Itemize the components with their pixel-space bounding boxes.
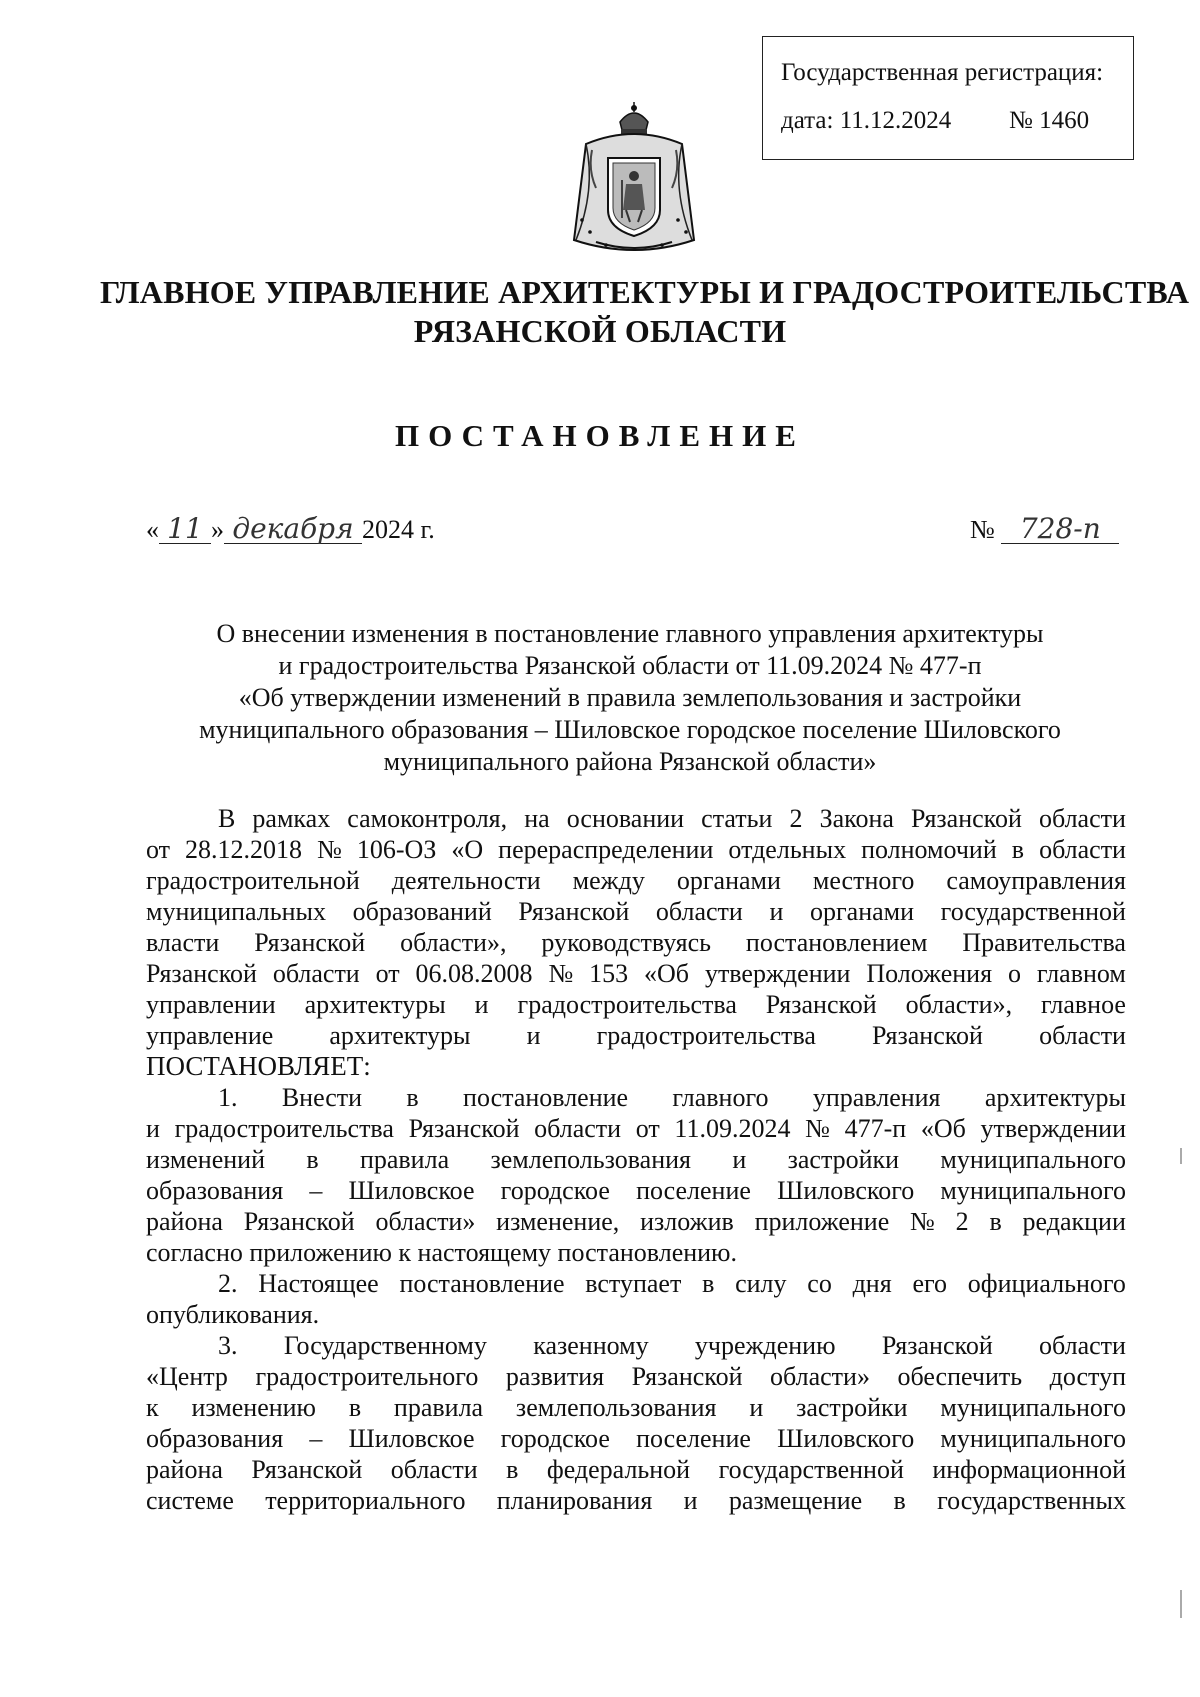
word: деятельности — [391, 866, 541, 895]
registration-title: Государственная регистрация: — [781, 59, 1104, 86]
word: застройки — [796, 1393, 908, 1422]
document-number — [970, 512, 1119, 545]
word: архитектуры — [304, 990, 446, 1019]
word: к — [146, 1393, 159, 1422]
margin-mark — [1180, 1590, 1182, 1618]
preamble-line — [146, 834, 1126, 865]
word: казенному — [533, 1331, 649, 1360]
date-day: 11 — [167, 512, 203, 545]
word: утверждении — [704, 959, 851, 988]
document-type: ПОСТАНОВЛЕНИЕ — [395, 418, 805, 453]
word: муниципального — [940, 1176, 1126, 1205]
document-date — [146, 512, 435, 545]
date-day-field — [159, 512, 211, 545]
word: Рязанской — [251, 1455, 363, 1484]
item3-line — [146, 1361, 1126, 1392]
word: области — [1039, 835, 1126, 864]
word: государственной — [940, 897, 1126, 926]
word: городское — [500, 1176, 610, 1205]
word: официального — [967, 1269, 1126, 1298]
subject-line: О внесении изменения в постановление главного управления архитектуры — [216, 619, 1044, 648]
word: Внести — [281, 1083, 363, 1112]
word: основании — [566, 804, 685, 833]
word: 153 — [589, 959, 629, 988]
word: между — [572, 866, 645, 895]
word: полномочий — [861, 835, 997, 864]
word: архитектуры — [329, 1021, 471, 1050]
word: Рязанской — [518, 897, 630, 926]
word: района — [146, 1207, 223, 1236]
word: поселение — [636, 1424, 751, 1453]
word: поселение — [636, 1176, 751, 1205]
word: Государственному — [283, 1331, 487, 1360]
word: от — [375, 959, 400, 988]
margin-mark — [1180, 1148, 1182, 1164]
word: муниципального — [940, 1145, 1126, 1174]
word: постановление — [399, 1269, 565, 1298]
registration-number: № 1460 — [1009, 107, 1090, 134]
item1-line — [146, 1082, 1126, 1113]
registration-date: дата: 11.12.2024 — [781, 107, 952, 134]
word: градостроительства — [596, 1021, 816, 1050]
word: землепользования — [490, 1145, 692, 1174]
word: постановление — [463, 1083, 629, 1112]
word: области — [272, 959, 360, 988]
word: муниципальных — [146, 897, 327, 926]
preamble-line — [146, 865, 1126, 896]
item3-line — [146, 1454, 1126, 1485]
word: от — [146, 835, 171, 864]
word: области», — [905, 990, 1013, 1019]
word: № — [317, 835, 342, 864]
word: статьи — [701, 804, 773, 833]
word: градостроительного — [255, 1362, 479, 1391]
word: Рязанской — [631, 1362, 743, 1391]
document-body — [146, 803, 1126, 1516]
word: главное — [1041, 990, 1126, 1019]
word: планирования — [496, 1486, 653, 1515]
quote-open: « — [146, 515, 159, 544]
decree-word: ПОСТАНОВЛЯЕТ: — [146, 1051, 371, 1081]
word: – — [309, 1424, 323, 1453]
preamble-line — [146, 803, 1126, 834]
subject-line: и градостроительства Рязанской области от 11.09.2024 № 477-п — [278, 651, 982, 680]
word: государственной — [718, 1455, 904, 1484]
item1-line — [146, 1175, 1126, 1206]
word: его — [912, 1269, 947, 1298]
word: со — [807, 1269, 832, 1298]
word: и — [749, 1393, 764, 1422]
word: Рязанской — [254, 928, 366, 957]
word: рамках — [252, 804, 331, 833]
word: доступ — [1049, 1362, 1126, 1391]
word: размещение — [728, 1486, 863, 1515]
word: изложив — [640, 1207, 734, 1236]
word: Шиловского — [777, 1424, 915, 1453]
word: Рязанской — [765, 990, 877, 1019]
coat-of-arms-icon — [566, 100, 702, 262]
word: градостроительной — [146, 866, 360, 895]
word: изменений — [146, 1145, 266, 1174]
document-subject — [140, 618, 1120, 778]
registration-stamp — [762, 36, 1134, 160]
word: 1. — [218, 1083, 238, 1112]
word: Шиловское — [348, 1176, 475, 1205]
word: в — [1011, 835, 1025, 864]
word: дня — [852, 1269, 892, 1298]
word: 2 — [955, 1207, 969, 1236]
quote-close: » — [211, 515, 224, 544]
word: федеральной — [546, 1455, 691, 1484]
word: государственных — [937, 1486, 1126, 1515]
word: области», — [400, 928, 507, 957]
word: органами — [810, 897, 915, 926]
item3-line — [146, 1392, 1126, 1423]
word: изменению — [191, 1393, 316, 1422]
word: и — [146, 1114, 160, 1143]
preamble-line — [146, 958, 1126, 989]
word: Правительства — [962, 928, 1126, 957]
word: Шиловского — [777, 1176, 915, 1205]
word: в — [406, 1083, 419, 1112]
item3-line — [146, 1330, 1126, 1361]
word: и — [732, 1145, 747, 1174]
preamble-line — [146, 1020, 1126, 1051]
word: «Об — [644, 959, 690, 988]
word: в — [989, 1207, 1002, 1236]
preamble-line — [146, 989, 1126, 1020]
word: в — [893, 1486, 906, 1515]
word: развития — [505, 1362, 605, 1391]
number-sign: № — [970, 515, 995, 544]
word: муниципального — [940, 1424, 1126, 1453]
word: информационной — [932, 1455, 1126, 1484]
word: местного — [812, 866, 915, 895]
word: Шиловское — [348, 1424, 475, 1453]
word: образования — [146, 1176, 284, 1205]
word: области — [390, 1455, 478, 1484]
number-value: 728-п — [1019, 512, 1101, 545]
word: Рязанской — [872, 1021, 983, 1050]
word: 2. — [218, 1269, 238, 1298]
word: 106-ОЗ — [356, 835, 437, 864]
word: района — [146, 1455, 223, 1484]
item2-line: опубликования. — [146, 1300, 320, 1329]
word: области — [1039, 1021, 1126, 1050]
item2-line — [146, 1268, 1126, 1299]
word: № — [805, 1114, 830, 1143]
word: 11.09.2024 — [674, 1114, 791, 1143]
word: застройки — [787, 1145, 900, 1174]
word: вступает — [585, 1269, 682, 1298]
item1-line — [146, 1144, 1126, 1175]
word: «О — [451, 835, 484, 864]
word: территориального — [265, 1486, 466, 1515]
word: области» — [770, 1362, 870, 1391]
word: управления — [812, 1083, 941, 1112]
word: в — [702, 1269, 715, 1298]
org-name-line1: ГЛАВНОЕ УПРАВЛЕНИЕ АРХИТЕКТУРЫ И ГРАДОСТРОИТЕЛЬСТВА — [100, 274, 1190, 310]
word: области — [1039, 1331, 1126, 1360]
word: власти — [146, 928, 220, 957]
word: руководствуясь — [541, 928, 711, 957]
item1-line — [146, 1206, 1126, 1237]
word: 477-п — [844, 1114, 907, 1143]
word: в — [348, 1393, 362, 1422]
word: архитектуры — [984, 1083, 1126, 1112]
word: 2 — [789, 804, 803, 833]
word: о — [1007, 959, 1021, 988]
word: правила — [359, 1145, 450, 1174]
word: и — [769, 897, 784, 926]
word: образования — [146, 1424, 284, 1453]
word: и — [474, 990, 489, 1019]
subject-line: «Об утверждении изменений в правила землепользования и застройки — [238, 683, 1022, 712]
word: области — [534, 1114, 622, 1143]
word: В — [218, 804, 236, 833]
word: в — [506, 1455, 519, 1484]
word: Настоящее — [258, 1269, 379, 1298]
item3-line — [146, 1485, 1126, 1516]
word: изменение, — [496, 1207, 620, 1236]
word: Закона — [819, 804, 894, 833]
word: перераспределении — [498, 835, 714, 864]
word: на — [524, 804, 550, 833]
subject-line: муниципального района Рязанской области» — [383, 747, 877, 776]
date-year: 2024 г. — [362, 515, 435, 544]
word: Рязанской — [881, 1331, 993, 1360]
word: области — [1038, 804, 1126, 833]
word: градостроительства — [517, 990, 737, 1019]
subject-line: муниципального образования – Шиловское городское поселение Шиловского — [199, 715, 1061, 744]
word: землепользования — [515, 1393, 717, 1422]
word: органами — [676, 866, 781, 895]
word: утверждении — [980, 1114, 1126, 1143]
word: в — [306, 1145, 319, 1174]
number-field — [1001, 512, 1119, 545]
word: от — [635, 1114, 660, 1143]
word: – — [309, 1176, 323, 1205]
item1-line — [146, 1113, 1126, 1144]
date-month-field — [224, 512, 362, 545]
word: отдельных — [728, 835, 847, 864]
word: главного — [672, 1083, 769, 1112]
word: образований — [352, 897, 492, 926]
word: области» — [375, 1207, 476, 1236]
word: Рязанской — [910, 804, 1022, 833]
word: городское — [500, 1424, 610, 1453]
word: Рязанской — [408, 1114, 520, 1143]
word: № — [548, 959, 574, 988]
date-month: декабря — [232, 512, 354, 545]
word: учреждению — [694, 1331, 836, 1360]
org-name-line2: РЯЗАНСКОЙ ОБЛАСТИ — [413, 313, 787, 349]
word: «Об — [920, 1114, 966, 1143]
word: правила — [393, 1393, 484, 1422]
word: и — [683, 1486, 698, 1515]
item3-line — [146, 1423, 1126, 1454]
word: управление — [146, 1021, 274, 1050]
word: «Центр — [146, 1362, 228, 1391]
word: 06.08.2008 — [415, 959, 533, 988]
word: области — [655, 897, 743, 926]
word: силу — [735, 1269, 787, 1298]
word: редакции — [1022, 1207, 1126, 1236]
word: главном — [1036, 959, 1126, 988]
item1-line: согласно приложению к настоящему постановлению. — [146, 1238, 737, 1267]
word: градостроительства — [174, 1114, 394, 1143]
word: Положения — [866, 959, 993, 988]
word: № — [910, 1207, 935, 1236]
word: управлении — [146, 990, 276, 1019]
word: Рязанской — [146, 959, 257, 988]
word: обеспечить — [897, 1362, 1023, 1391]
word: системе — [146, 1486, 234, 1515]
preamble-line — [146, 927, 1126, 958]
word: самоуправления — [946, 866, 1126, 895]
word: муниципального — [940, 1393, 1126, 1422]
preamble-line — [146, 896, 1126, 927]
word: 3. — [218, 1331, 238, 1360]
word: 28.12.2018 — [185, 835, 303, 864]
word: приложение — [754, 1207, 890, 1236]
word: постановлением — [745, 928, 928, 957]
word: самоконтроля, — [347, 804, 508, 833]
word: Рязанской — [243, 1207, 355, 1236]
word: и — [526, 1021, 541, 1050]
